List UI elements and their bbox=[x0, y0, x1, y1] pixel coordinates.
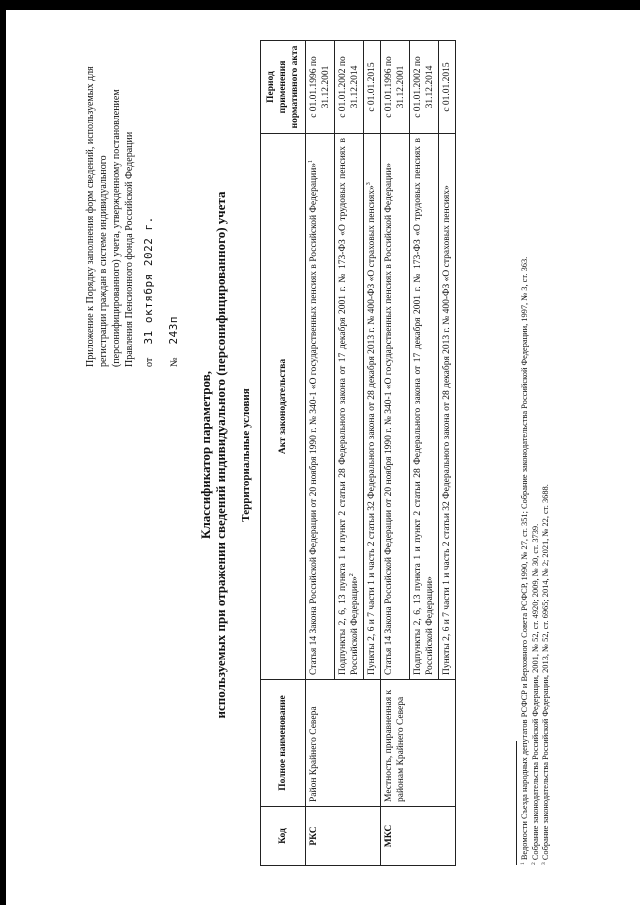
period-cell: с 01.01.2015 bbox=[364, 41, 381, 134]
period-cell: с 01.01.2002 по 31.12.2014 bbox=[410, 41, 439, 134]
period-cell: с 01.01.2002 по 31.12.2014 bbox=[335, 41, 364, 134]
header-act: Акт законодательства bbox=[261, 134, 306, 680]
act-text: Статья 14 Закона Российской Федерации от 20 ноября 1990 г. № 340-1 «О государственных пенсиях в Российской Федерации» bbox=[384, 162, 394, 675]
row-name: Район Крайнего Севера bbox=[306, 680, 381, 807]
header-period: Период применения нормативного акта bbox=[261, 41, 306, 134]
order-number-label: № bbox=[169, 357, 180, 367]
table-row bbox=[381, 41, 410, 866]
footnote-text: Собрание законодательства Российской Федерации, 2013, № 52, ст. 6965; 2014, № 2; 2021, № 22, ст. 3688. bbox=[541, 484, 550, 861]
row-code: МКС bbox=[381, 807, 456, 866]
classifier-table bbox=[260, 40, 456, 866]
footnote-number: 2 bbox=[530, 862, 537, 865]
period-cell: с 01.01.2015 bbox=[439, 41, 456, 134]
header-code: Код bbox=[261, 807, 306, 866]
footnote-ref: 3 bbox=[366, 182, 372, 186]
act-cell bbox=[381, 134, 410, 680]
footnote-ref: 2 bbox=[349, 573, 355, 577]
section-subtitle: Территориальные условия bbox=[240, 388, 252, 522]
appendix-line: (персонифицированного) учета, утвержденному постановлением bbox=[111, 89, 122, 367]
header-name: Полное наименование bbox=[261, 680, 306, 807]
act-text: Пункты 2, 6 и 7 части 1 и часть 2 статьи 32 Федерального закона от 28 декабря 2013 г. № 400-ФЗ «О страховых пенсиях» bbox=[367, 185, 377, 675]
document-title bbox=[198, 45, 228, 865]
order-date-row bbox=[142, 67, 155, 367]
footnote-number: 1 bbox=[520, 862, 526, 865]
row-code: РКС bbox=[306, 807, 381, 866]
title-line-1: Классификатор параметров, bbox=[198, 371, 213, 539]
act-cell bbox=[410, 134, 439, 680]
table-header-row bbox=[261, 41, 306, 866]
act-text: Статья 14 Закона Российской Федерации от 20 ноября 1990 г. № 340-1 «О государственных пенсиях в Российской Федерации» bbox=[309, 162, 319, 675]
table-row bbox=[306, 41, 335, 866]
act-cell bbox=[335, 134, 364, 680]
footnote-ref: 1 bbox=[308, 159, 314, 163]
act-text: Пункты 2, 6 и 7 части 1 и часть 2 статьи 32 Федерального закона от 28 декабря 2013 г. № 400-ФЗ «О страховых пенсиях» bbox=[442, 185, 452, 675]
footnote-text: Собрание законодательства Российской Федерации, 2001, № 52, ст. 4920; 2009, № 30, ст. 3739. bbox=[530, 523, 540, 861]
footnote bbox=[531, 35, 542, 865]
footnote-number: 3 bbox=[541, 862, 547, 865]
footnote-divider bbox=[516, 741, 517, 865]
appendix-line: регистрации граждан в системе индивидуального bbox=[98, 155, 109, 367]
footnote bbox=[541, 35, 552, 865]
footnote bbox=[520, 35, 531, 865]
act-text: Подпункты 2, 6, 13 пункта 1 и пункт 2 статьи 28 Федерального закона от 17 декабря 2001 г. № 173-ФЗ «О трудовых пенсиях в Российской Федерации» bbox=[413, 138, 435, 675]
order-from-label: от bbox=[144, 357, 155, 367]
period-cell: с 01.01.1996 по 31.12.2001 bbox=[306, 41, 335, 134]
period-cell: с 01.01.1996 по 31.12.2001 bbox=[381, 41, 410, 134]
footnotes bbox=[520, 35, 552, 865]
appendix-line: Правления Пенсионного фонда Российской Федерации bbox=[124, 131, 135, 367]
act-cell bbox=[306, 134, 335, 680]
title-line-2: используемых при отражении сведений индивидуального (персонифицированного) учета bbox=[213, 191, 228, 719]
order-block bbox=[142, 67, 192, 367]
row-name: Местность, приравненная к районам Крайнего Севера bbox=[381, 680, 456, 807]
order-number-row bbox=[167, 67, 180, 367]
act-cell bbox=[364, 134, 381, 680]
appendix-header bbox=[84, 67, 136, 367]
act-text: Подпункты 2, 6, 13 пункта 1 и пункт 2 статьи 28 Федерального закона от 17 декабря 2001 г. № 173-ФЗ «О трудовых пенсиях в Российской Федерации» bbox=[338, 138, 360, 675]
order-number: 243п bbox=[167, 316, 180, 345]
footnote-text: Ведомости Съезда народных депутатов РСФСР и Верховного Совета РСФСР, 1990, № 27, ст. 351; Собрание законодательства Российской Федерации, 1997, № 3, ст. 363. bbox=[520, 256, 529, 861]
order-date: 31 октября 2022 г. bbox=[142, 216, 155, 345]
appendix-line: Приложение к Порядку заполнения форм сведений, используемых для bbox=[85, 66, 96, 367]
act-cell bbox=[439, 134, 456, 680]
